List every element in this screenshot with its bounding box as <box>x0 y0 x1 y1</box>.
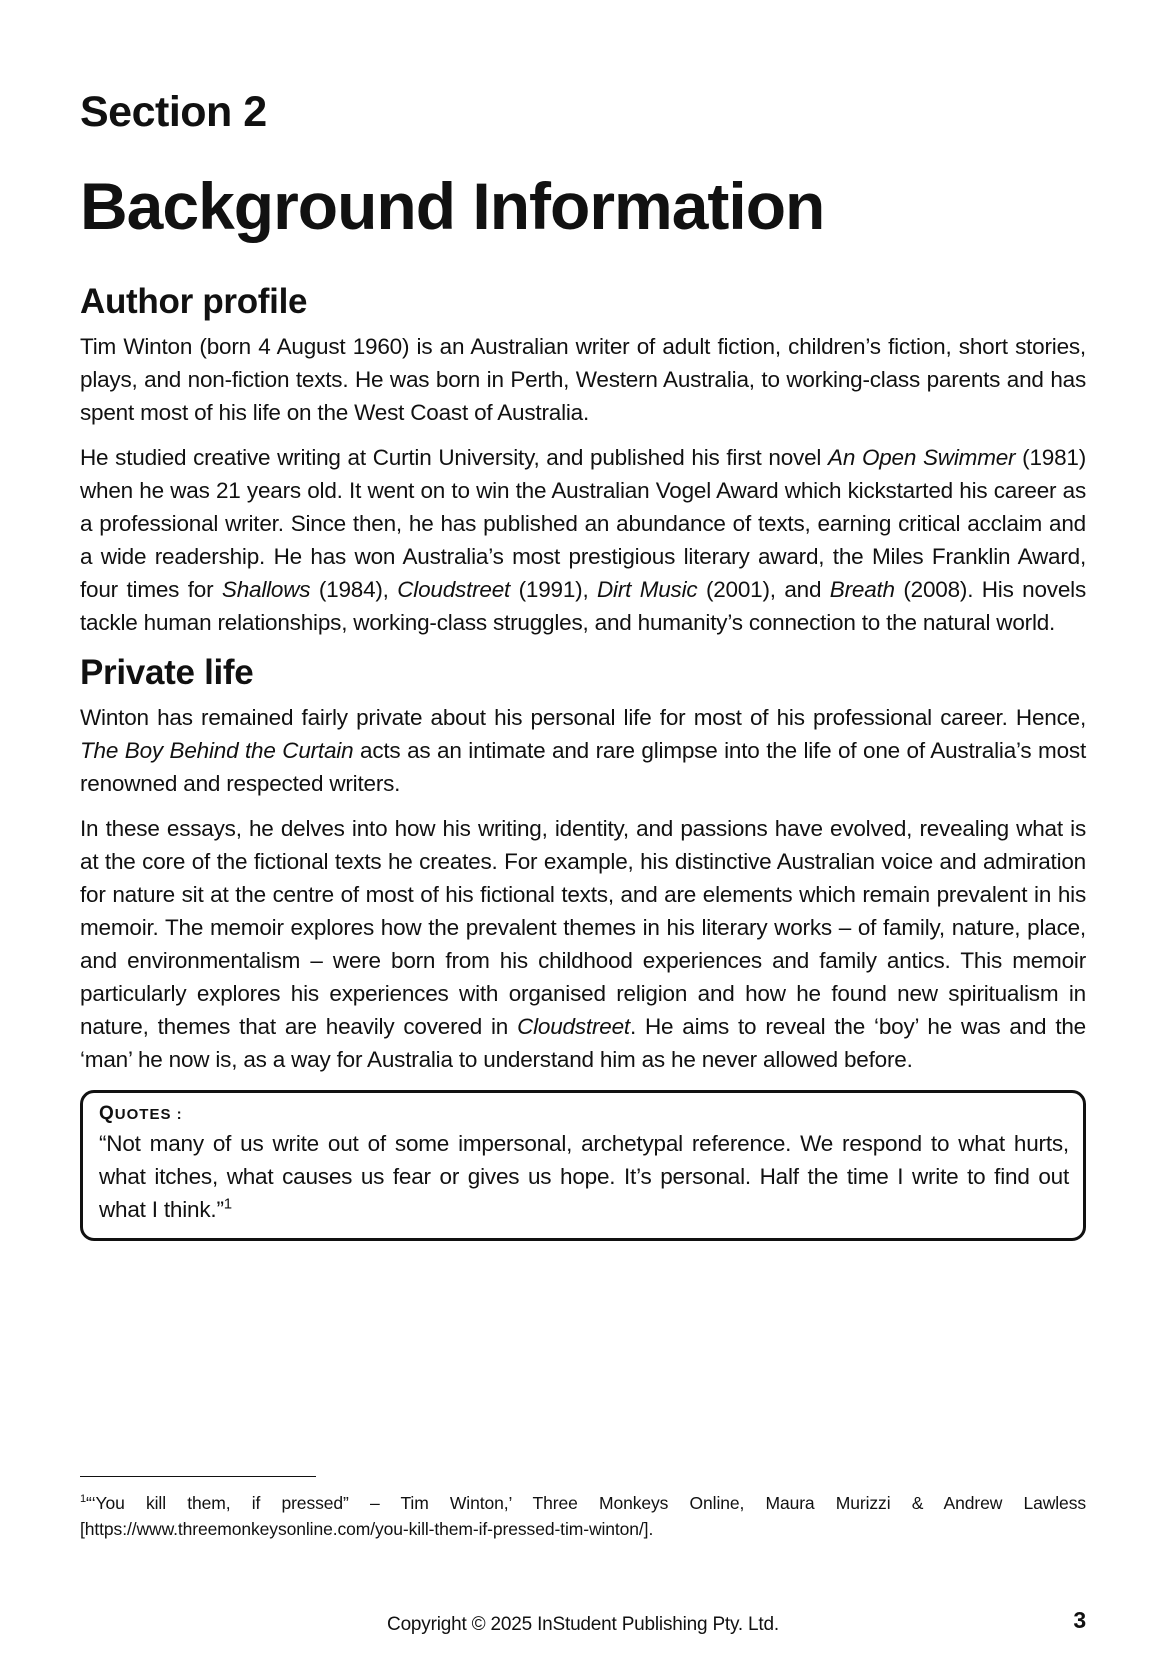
author-profile-heading: Author profile <box>80 282 308 321</box>
footnote-reference: 1 <box>223 1195 232 1213</box>
author-profile-paragraph-2 <box>80 441 1086 639</box>
book-title: The Boy Behind the Curtain <box>80 738 354 763</box>
text-run: . He aims to reveal the ‘boy’ he was and the ‘man’ he now is, as a way for Australia to understand him as he never allowed before. <box>80 1014 1086 1072</box>
quote-text <box>99 1127 1069 1226</box>
author-profile-paragraph-1: Tim Winton (born 4 August 1960) is an Australian writer of adult fiction, children’s fiction, short stories, plays, and non-fiction texts. He was born in Perth, Western Australia, to working-class parents and has spent most of his life on the West Coast of Australia. <box>80 334 1086 425</box>
text-run: (1991), <box>510 577 597 602</box>
footnote-marker: 1 <box>80 1493 87 1506</box>
text-run: acts as an intimate and rare glimpse into the life of one of Australia’s most renowned and respected writers. <box>80 738 1087 796</box>
text-run: (1981) when he was 21 years old. It went on to win the Australian Vogel Award which kickstarted his career as a professional writer. Since then, he has published an abundance of texts, earning critical acclaim and a wide readership. He has won Australia’s most prestigious literary award, the Miles Franklin Award, four times for <box>80 445 1086 602</box>
footnote-divider <box>80 1476 316 1477</box>
book-title: Cloudstreet <box>517 1014 630 1039</box>
book-title: Shallows <box>221 577 311 602</box>
book-title: Breath <box>829 577 895 602</box>
text-run: He studied creative writing at Curtin University, and published his first novel <box>80 445 829 470</box>
quotes-label-rest: UOTES : <box>114 1106 183 1123</box>
text-run: Winton has remained fairly private about his personal life for most of his professional career. Hence, <box>80 705 1086 730</box>
text-run: (2008). His novels tackle human relationships, working-class struggles, and humanity’s connection to the natural world. <box>80 577 1086 635</box>
book-title: Cloudstreet <box>397 577 511 602</box>
text-run: In these essays, he delves into how his writing, identity, and passions have evolved, revealing what is at the core of the fictional texts he creates. For example, his distinctive Australian voice and admiration for nature sit at the centre of most of his fictional texts, and are elements which remain prevalent in his memoir. The memoir explores how the prevalent themes in his literary works – of family, nature, place, and environmentalism – were born from his childhood experiences and family antics. This memoir particularly explores his experiences with organised religion and how he found new spiritualism in nature, themes that are heavily covered in <box>80 816 1086 1039</box>
book-title: Dirt Music <box>597 577 698 602</box>
text-run: (2001), and <box>697 577 830 602</box>
footnote <box>80 1490 1086 1542</box>
private-life-heading: Private life <box>80 653 254 692</box>
quote-box <box>80 1090 1086 1241</box>
page-number: 3 <box>1073 1607 1086 1633</box>
private-life-paragraph-2 <box>80 812 1086 1076</box>
private-life-paragraph-1 <box>80 701 1086 800</box>
copyright-notice: Copyright © 2025 InStudent Publishing Pty. Ltd. <box>387 1614 779 1635</box>
quotes-label-initial: Q <box>99 1103 115 1124</box>
section-label: Section 2 <box>80 88 267 136</box>
quotes-label <box>99 1103 1069 1125</box>
main-content <box>80 282 1086 1241</box>
page-title: Background Information <box>80 169 825 243</box>
quote-body: “Not many of us write out of some impersonal, archetypal reference. We respond to what hurts, what itches, what causes us fear or gives us hope. It’s personal. Half the time I write to find out what I think.” <box>99 1131 1069 1222</box>
footnote-text: “‘You kill them, if pressed” – Tim Winton,’ Three Monkeys Online, Maura Murizzi & Andrew Lawless [https://www.threemonkeysonline.com/you-kill-them-if-pressed-tim-winton/]. <box>80 1493 1086 1539</box>
text-run: (1984), <box>310 577 398 602</box>
book-title: An Open Swimmer <box>828 445 1016 470</box>
